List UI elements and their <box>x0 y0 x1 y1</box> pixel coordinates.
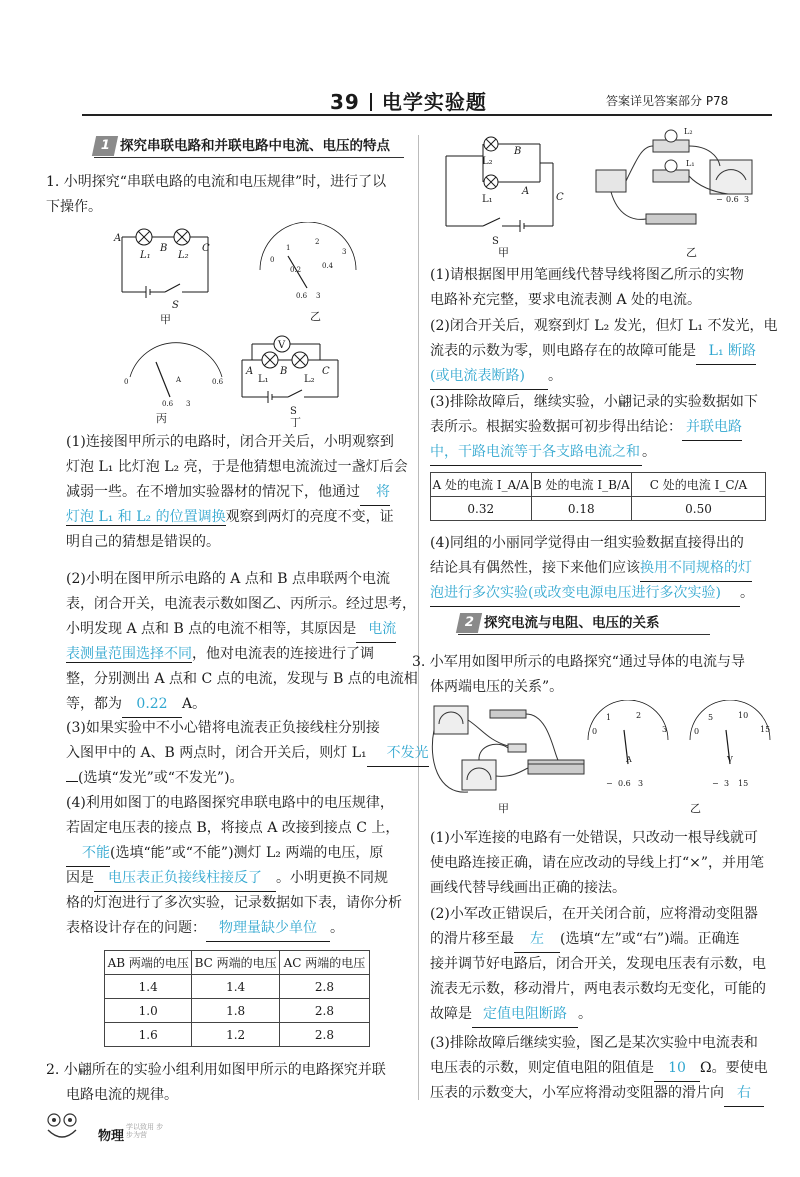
label-point-c: C <box>202 243 210 254</box>
label-l2: L₂ <box>684 127 693 136</box>
q2-part1-line: (1)请根据图甲用笔画线代替导线将图乙所示的实物 <box>430 267 744 283</box>
answer-blank: 表测量范围选择不同 <box>66 646 192 662</box>
figure-label-jia: 甲 <box>160 313 171 326</box>
q3-part2-line: 流表无示数，移动滑片，两电表示数均无变化，可能的 <box>430 981 766 997</box>
chapter-number: 39 <box>330 90 360 114</box>
q3-part2 <box>430 902 766 1027</box>
q3-part1-line: 使电路连接正确，请在应改动的导线上打“×”，并用笔 <box>430 855 765 871</box>
answer-blank: 不能 <box>82 845 110 861</box>
answer-blank: 定值电阻断路 <box>483 1006 567 1022</box>
table-row <box>105 975 370 999</box>
table-cell: 0.18 <box>531 497 632 521</box>
figure-label-yi: 乙 <box>310 310 321 323</box>
q3-part3 <box>430 1031 768 1106</box>
table-header: BC 两端的电压 <box>192 951 279 975</box>
q1-figures <box>110 222 410 427</box>
subject-label: 物理 <box>98 1129 125 1144</box>
answer-blank: 物理量缺少单位 <box>219 920 317 936</box>
answer-blank: 并联电路 <box>686 419 742 435</box>
section-header-2 <box>458 611 710 635</box>
terminal-3: 3 <box>744 195 750 204</box>
q2-part4-text: 结论具有偶然性，接下来他们应该 <box>430 560 640 576</box>
terminal-06: 0.6 <box>162 400 174 408</box>
q3-part3-line: (3)排除故障后继续实验，图乙是某次实验中电流表和 <box>430 1035 758 1051</box>
scale-2: 2 <box>636 711 642 720</box>
q1-intro-line: 下操作。 <box>46 199 102 215</box>
q1-part4-line: 若固定电压表的接点 B，将接点 A 改接到接点 C 上， <box>66 820 400 836</box>
q1-part4-text: 。 <box>330 920 344 936</box>
q1-part1 <box>66 430 408 555</box>
q1-part4-line: (4)利用如图丁的电路图探究串联电路中的电压规律， <box>66 795 394 811</box>
answer-blank: 中，干路电流等于各支路电流之和 <box>430 444 640 460</box>
q1-part3-text: 入图甲中的 A、B 两点时，闭合开关后，则灯 L₁ <box>66 745 367 761</box>
table-cell: 0.50 <box>632 497 766 521</box>
label-l2: L₂ <box>482 156 493 167</box>
table-cell: 1.2 <box>192 1023 279 1047</box>
q1-voltage-table <box>104 950 370 1047</box>
label-switch: S <box>290 406 297 417</box>
q1-part4-text: 表格设计存在的问题： <box>66 920 206 936</box>
label-l2: L₂ <box>178 250 189 261</box>
label-l2: L₂ <box>304 374 315 385</box>
q3-part1-line: 画线代替导线画出正确的接法。 <box>430 880 626 896</box>
scale-15: 15 <box>760 725 771 734</box>
answer-blank: 将 <box>376 484 390 500</box>
q2-part3-text: 。 <box>642 444 656 460</box>
q1-part4 <box>66 791 402 941</box>
answer-blank: L₁ 断路 <box>708 343 756 359</box>
q1-part1-line: 明自己的猜想是错误的。 <box>66 534 220 550</box>
mascot-logo <box>42 1110 88 1144</box>
q1-part2 <box>66 567 418 717</box>
q2-part3-text: 表所示。根据实验数据可初步得出结论： <box>430 419 682 435</box>
terminal-3: 3 <box>724 779 730 788</box>
label-point-c: C <box>556 192 564 203</box>
answer-blank: 10 <box>668 1060 686 1076</box>
meter-v-label: V <box>727 755 733 764</box>
terminal-negative: − <box>712 779 719 788</box>
label-point-b: B <box>280 366 288 377</box>
answer-blank: 不发光 <box>386 745 429 761</box>
answer-blank: 电压表正负接线柱接反了 <box>108 870 262 886</box>
circuit-jia-parallel <box>446 137 553 232</box>
q2-intro-line: 电路电流的规律。 <box>66 1087 178 1103</box>
scale-0: 0 <box>270 256 275 264</box>
q1-part3-line: (3)如果实验中不小心错将电流表正负接线柱分别接 <box>66 720 380 736</box>
label-l1: L₁ <box>482 194 493 205</box>
section-title: 探究串联电路和并联电路中电流、电压的特点 <box>120 138 390 154</box>
q1-part2-line: 整，分别测出 A 点和 C 点的电流，发现与 B 点的电流相 <box>66 671 418 687</box>
q1-part2-line: (2)小明在图甲所示电路的 A 点和 B 点串联两个电流 <box>66 571 391 587</box>
q2-part2 <box>430 314 777 389</box>
scale-02: 0.2 <box>290 266 302 274</box>
meter-a-label: A <box>626 755 632 764</box>
scale-3: 3 <box>342 248 347 256</box>
terminal-06: 0.6 <box>726 195 739 204</box>
scale-10: 10 <box>738 711 749 720</box>
q2-part4 <box>430 531 754 606</box>
table-cell: 2.8 <box>279 1023 369 1047</box>
q2-part3-line: (3)排除故障后，继续实验，小翩记录的实验数据如下 <box>430 394 758 410</box>
label-l1: L₁ <box>686 159 695 168</box>
table-header-row <box>431 473 766 497</box>
label-point-b: B <box>160 243 168 254</box>
q2-figures <box>428 126 768 260</box>
scale-0: 0 <box>592 727 598 736</box>
q1-part2-text: A。 <box>182 696 207 712</box>
label-l1: L₁ <box>258 374 269 385</box>
q1-part3 <box>66 716 429 791</box>
section-underline <box>94 157 404 158</box>
label-point-a: A <box>522 186 530 197</box>
q3-intro-line: 3. 小军用如图甲所示的电路探究“通过导体的电流与导 <box>412 654 745 670</box>
figure-label-yi: 乙 <box>686 246 697 259</box>
q1-part1-line: (1)连接图甲所示的电路时，闭合开关后，小明观察到 <box>66 434 394 450</box>
table-cell: 2.8 <box>279 999 369 1023</box>
terminal-15: 15 <box>738 779 749 788</box>
header-rule <box>82 114 772 116</box>
q1-part2-text: 等，都为 <box>66 696 122 712</box>
answer-blank: 0.22 <box>136 696 168 712</box>
page-title <box>330 86 487 115</box>
section-header-1 <box>94 134 404 158</box>
section-underline <box>458 634 710 635</box>
answer-blank: 电流 <box>368 621 397 637</box>
section-title: 探究电流与电阻、电压的关系 <box>484 615 660 631</box>
q2-part2-line: (2)闭合开关后，观察到灯 L₂ 发光，但灯 L₁ 不发光，电 <box>430 318 778 334</box>
footer-tag: 学以致用 步步为营 <box>126 1123 164 1139</box>
table-cell: 1.4 <box>192 975 279 999</box>
figure-label-jia: 甲 <box>498 802 509 815</box>
circuit-jia <box>122 229 208 298</box>
q1-part4-text: 因是 <box>66 870 94 886</box>
label-switch: S <box>172 300 179 311</box>
table-row <box>105 1023 370 1047</box>
q3-part2-text: (选填“左”或“右”)端。正确连 <box>560 931 740 947</box>
table-header: A 处的电流 I_A/A <box>431 473 532 497</box>
q2-part1-line: 电路补充完整，要求电流表测 A 处的电流。 <box>430 292 702 308</box>
scale-0: 0 <box>124 378 129 386</box>
q1-part4-line: 格的灯泡进行了多次实验，记录数据如下表，请你分析 <box>66 895 402 911</box>
terminal-3: 3 <box>186 400 191 408</box>
scale-5: 5 <box>708 713 714 722</box>
q3-part2-text: 。 <box>578 1006 592 1022</box>
section-number: 2 <box>456 613 482 633</box>
table-cell: 1.6 <box>105 1023 192 1047</box>
q3-part2-line: 接并调节好电路后，闭合开关，发现电压表有示数，电 <box>430 956 766 972</box>
q1-intro <box>46 170 386 220</box>
label-l1: L₁ <box>140 250 151 261</box>
answer-blank: 右 <box>737 1085 751 1101</box>
answer-reference: 答案详见答案部分 P78 <box>606 94 729 108</box>
q2-intro <box>46 1058 386 1108</box>
q1-part2-text: 小明发现 A 点和 B 点的电流不相等，其原因是 <box>66 621 357 637</box>
table-header: C 处的电流 I_C/A <box>632 473 766 497</box>
q3-part1-line: (1)小军连接的电路有一处错误，只改动一根导线就可 <box>430 830 758 846</box>
table-row <box>431 497 766 521</box>
scale-06: 0.6 <box>212 378 224 386</box>
q2-part1 <box>430 263 744 313</box>
q1-part1-text: 观察到两灯的亮度不变，证 <box>225 509 394 525</box>
column-divider <box>418 135 419 1100</box>
q3-part2-text: 故障是 <box>430 1006 472 1022</box>
label-switch: S <box>492 236 499 247</box>
q3-part2-line: (2)小军改正错误后，在开关闭合前，应将滑动变阻器 <box>430 906 758 922</box>
terminal-3: 3 <box>316 292 321 300</box>
q3-part3-text: Ω。要使电 <box>700 1060 768 1076</box>
meter-a-label: A <box>176 376 182 384</box>
table-cell: 0.32 <box>431 497 532 521</box>
q3-intro <box>412 650 745 700</box>
label-point-a: A <box>246 366 254 377</box>
scale-0: 0 <box>694 727 700 736</box>
table-header: AC 两端的电压 <box>279 951 369 975</box>
q3-figures <box>428 700 778 820</box>
answer-blank: 灯泡 L₁ 和 L₂ 的位置调换 <box>66 509 226 525</box>
q3-part3-text: 压表的示数变大，小军应将滑动变阻器的滑片向 <box>430 1085 724 1101</box>
q2-part4-text: 。 <box>740 585 754 601</box>
terminal-06: 0.6 <box>618 779 631 788</box>
label-voltmeter: V <box>278 340 286 351</box>
table-cell: 2.8 <box>279 975 369 999</box>
scale-3: 3 <box>662 725 668 734</box>
q2-part2-text: 流表的示数为零，则电路存在的故障可能是 <box>430 343 696 359</box>
figure-label-bing: 丙 <box>156 412 167 425</box>
q3-intro-line: 体两端电压的关系”。 <box>430 679 564 695</box>
table-header: AB 两端的电压 <box>105 951 192 975</box>
q1-part2-text: ，他对电流表的连接进行了调 <box>192 646 374 662</box>
q1-part1-text: 减弱一些。在不增加实验器材的情况下，他通过 <box>66 484 360 500</box>
table-cell: 1.8 <box>192 999 279 1023</box>
answer-blank: 换用不同规格的灯 <box>640 560 752 576</box>
q1-part2-line: 表，闭合开关，电流表示数如图乙、丙所示。经过思考， <box>66 596 416 612</box>
scale-1: 1 <box>606 713 612 722</box>
label-point-c: C <box>322 366 330 377</box>
table-cell: 1.0 <box>105 999 192 1023</box>
title-divider <box>370 93 372 111</box>
figure-label-ding: 丁 <box>290 416 301 427</box>
table-header-row <box>105 951 370 975</box>
scale-04: 0.4 <box>322 262 334 270</box>
ammeter-bing <box>130 343 222 397</box>
answer-blank: 泡进行多次实验(或改变电源电压进行多次实验) <box>430 585 721 601</box>
q1-part3-text: (选填“发光”或“不发光”)。 <box>78 770 244 786</box>
terminal-negative: − <box>606 779 613 788</box>
q3-part2-text: 的滑片移至最 <box>430 931 514 947</box>
scale-2: 2 <box>315 238 320 246</box>
terminal-negative: − <box>716 195 723 204</box>
q2-part2-text: 。 <box>548 368 562 384</box>
answer-blank: (或电流表断路) <box>430 368 525 384</box>
q1-part1-line: 灯泡 L₁ 比灯泡 L₂ 亮，于是他猜想电流流过一盏灯后会 <box>66 459 408 475</box>
answer-blank: 左 <box>530 931 544 947</box>
q1-part4-text: (选填“能”或“不能”)测灯 L₂ 两端的电压，原 <box>110 845 384 861</box>
physical-circuit-jia <box>432 706 584 792</box>
terminal-06: 0.6 <box>296 292 308 300</box>
q2-part3 <box>430 390 758 465</box>
q3-part1 <box>430 826 764 901</box>
q1-part4-text: 。小明更换不同规 <box>276 870 388 886</box>
terminal-3: 3 <box>638 779 644 788</box>
q2-part4-line: (4)同组的小丽同学觉得由一组实验数据直接得出的 <box>430 535 744 551</box>
table-header: B 处的电流 I_B/A <box>531 473 632 497</box>
q2-intro-line: 2. 小翩所在的实验小组利用如图甲所示的电路探究并联 <box>46 1062 386 1078</box>
q2-current-table <box>430 472 766 521</box>
chapter-title: 电学实验题 <box>381 90 487 114</box>
table-cell: 1.4 <box>105 975 192 999</box>
label-point-b: B <box>514 146 522 157</box>
section-number: 1 <box>92 136 118 156</box>
table-row <box>105 999 370 1023</box>
q3-part3-text: 电压表的示数，则定值电阻的阻值是 <box>430 1060 654 1076</box>
figure-label-jia: 甲 <box>498 246 509 259</box>
figure-label-yi: 乙 <box>690 802 701 815</box>
q1-intro-line: 1. 小明探究“串联电路的电流和电压规律”时，进行了以 <box>46 174 387 190</box>
label-point-a: A <box>114 233 122 244</box>
physical-circuit-yi <box>596 130 752 224</box>
scale-1: 1 <box>286 244 291 252</box>
